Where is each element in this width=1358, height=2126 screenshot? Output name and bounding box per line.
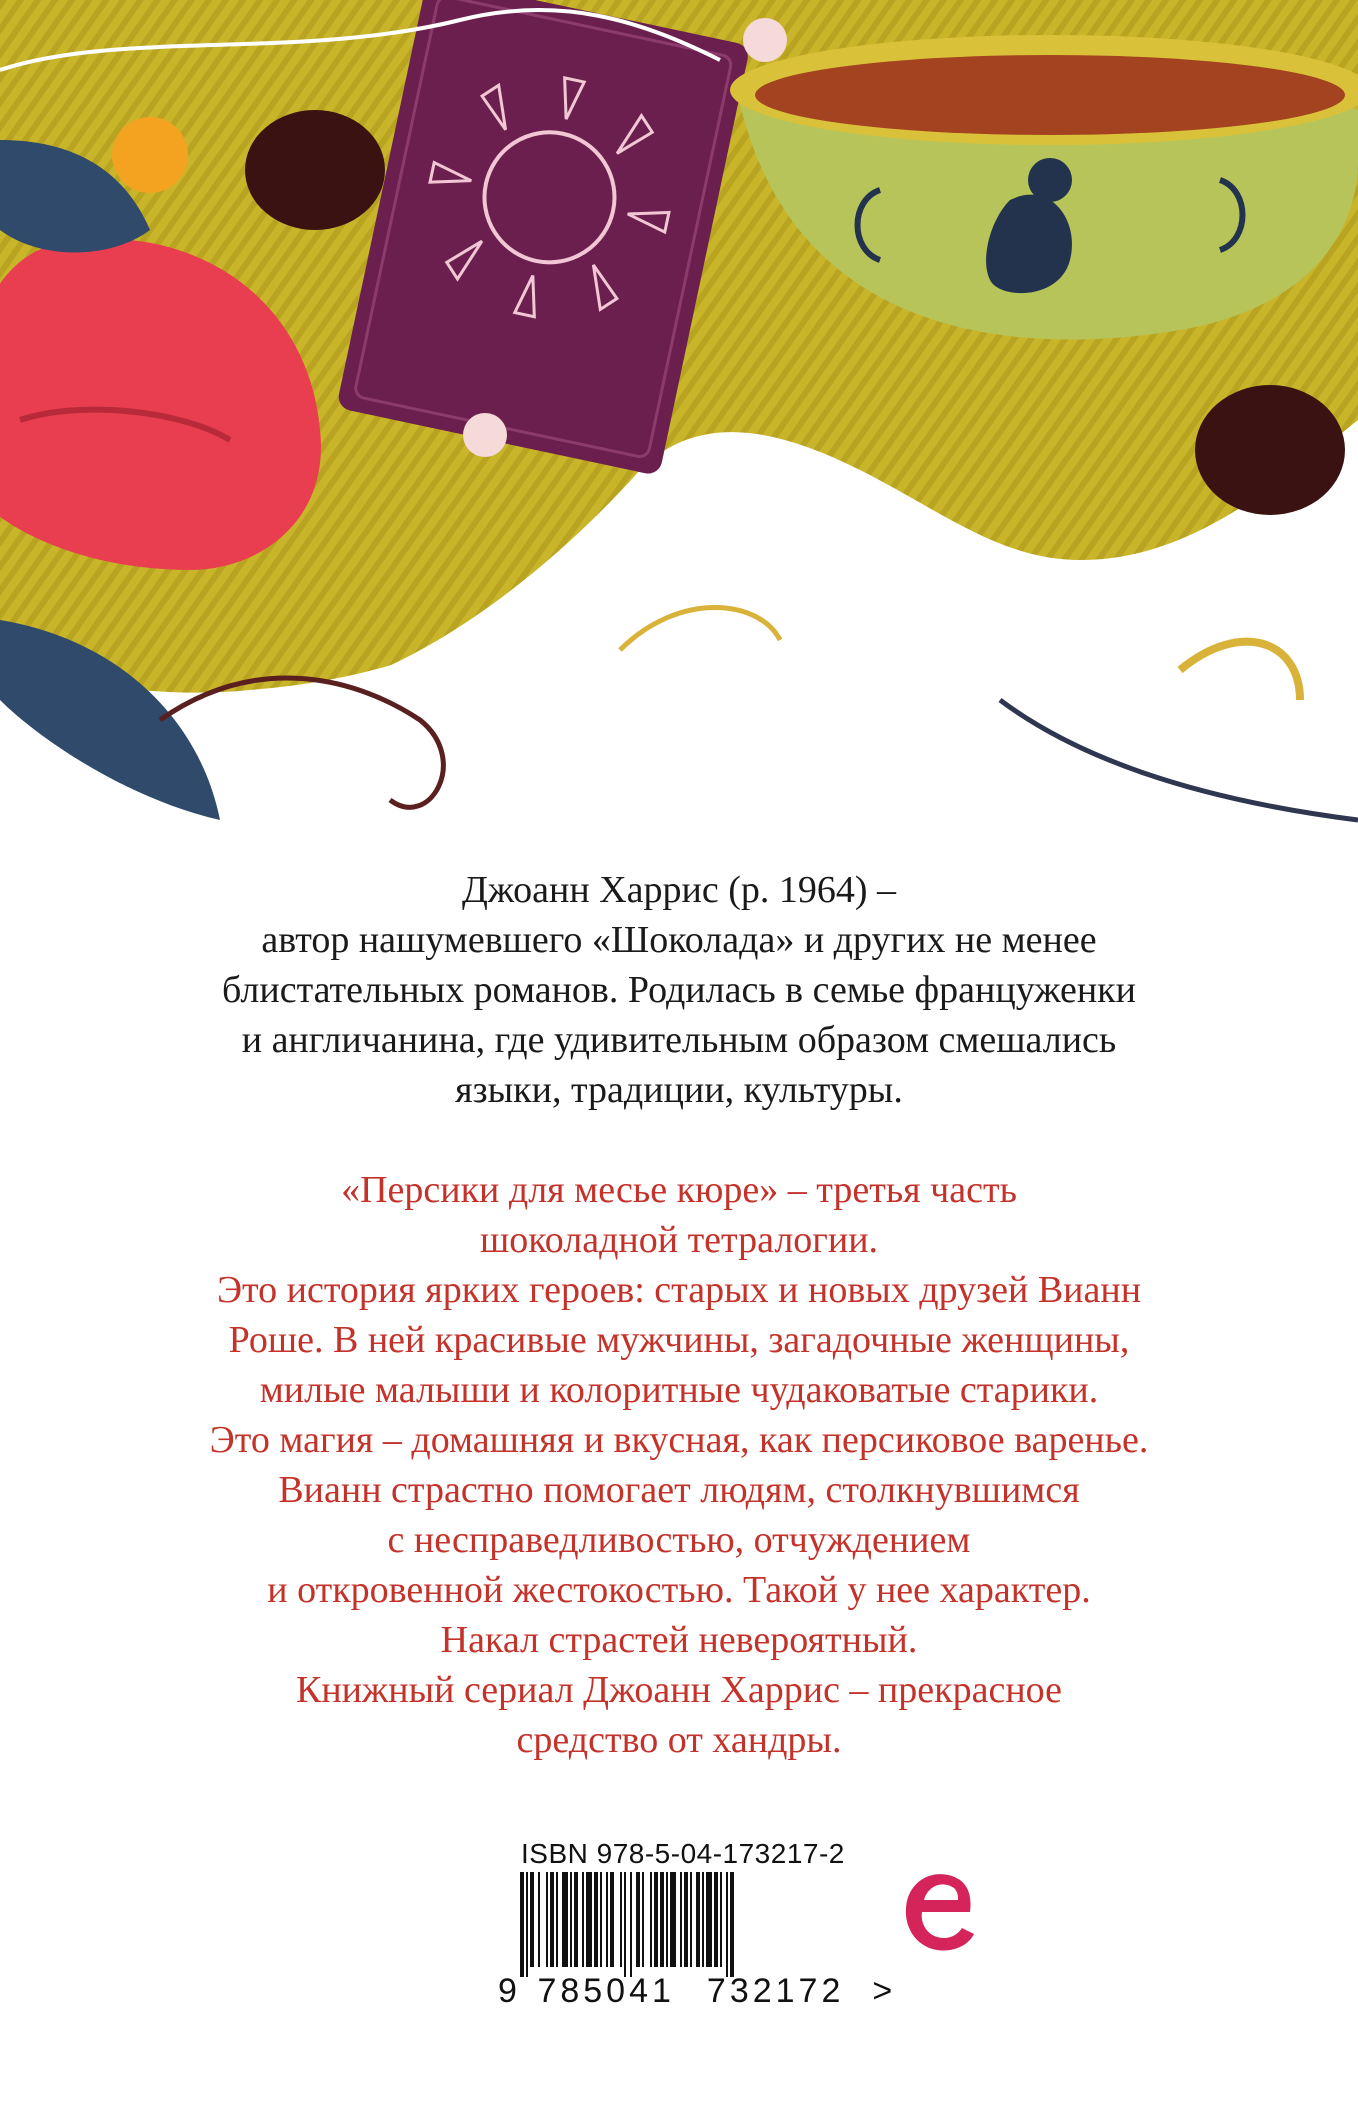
barcode-bar bbox=[610, 1872, 614, 1967]
barcode-digit-group: 785041 bbox=[537, 1972, 675, 2010]
barcode-digit-group: 732172 bbox=[706, 1972, 845, 2010]
barcode-bar bbox=[702, 1872, 704, 1967]
barcode-bar bbox=[530, 1872, 534, 1967]
description-line: средство от хандры. bbox=[516, 1719, 842, 1761]
description-line: с несправедливостью, отчуждением bbox=[387, 1519, 971, 1561]
barcode-bar bbox=[594, 1872, 598, 1967]
flower bbox=[743, 18, 787, 62]
barcode-digits bbox=[498, 1972, 892, 2011]
description-line: Роше. В ней красивые мужчины, загадочные женщины, bbox=[228, 1319, 1130, 1361]
author-bio-line: языки, традиции, культуры. bbox=[455, 1069, 903, 1111]
description-line: Книжный сериал Джоанн Харрис – прекрасное bbox=[295, 1669, 1062, 1711]
description-line: Вианн страстно помогает людям, столкнувшимся bbox=[278, 1469, 1080, 1511]
barcode-bar bbox=[714, 1872, 718, 1967]
barcode-bar bbox=[526, 1872, 528, 1977]
barcode-bar bbox=[660, 1872, 664, 1967]
barcode-bar bbox=[550, 1872, 554, 1967]
description-line: милые малыши и колоритные чудаковатые старики. bbox=[259, 1369, 1099, 1411]
flower bbox=[112, 117, 188, 193]
barcode-bar bbox=[706, 1872, 712, 1967]
author-bio-line: блистательных романов. Родилась в семье француженки bbox=[222, 969, 1136, 1011]
barcode-bar bbox=[670, 1872, 676, 1967]
barcode-bar bbox=[586, 1872, 592, 1967]
barcode-bar bbox=[562, 1872, 568, 1967]
barcode-bar bbox=[556, 1872, 558, 1967]
description-line: «Персики для месье кюре» – третья часть bbox=[341, 1169, 1017, 1211]
book-description bbox=[100, 1165, 1258, 1765]
barcode-bar bbox=[654, 1872, 658, 1967]
truffle bbox=[245, 110, 385, 230]
barcode-bar bbox=[620, 1872, 622, 1967]
cover-illustration bbox=[0, 0, 1358, 900]
description-line: Это магия – домашняя и вкусная, как персиковое варенье. bbox=[209, 1419, 1149, 1461]
barcode bbox=[520, 1872, 820, 1977]
barcode-bar bbox=[666, 1872, 668, 1967]
barcode-bar bbox=[650, 1872, 652, 1967]
flower bbox=[463, 413, 507, 457]
eksmo-logo-icon bbox=[898, 1862, 978, 1962]
barcode-bar bbox=[684, 1872, 688, 1967]
barcode-bar bbox=[538, 1872, 540, 1967]
barcode-bar bbox=[690, 1872, 692, 1967]
description-line: Это история ярких героев: старых и новых друзей Вианн bbox=[216, 1269, 1142, 1311]
barcode-bar bbox=[680, 1872, 682, 1967]
barcode-bar bbox=[582, 1872, 584, 1967]
barcode-bar bbox=[726, 1872, 728, 1977]
barcode-digit-first: 9 bbox=[498, 1972, 517, 2010]
author-bio-line: и англичанина, где удивительным образом смешались bbox=[241, 1019, 1117, 1061]
author-bio bbox=[120, 865, 1238, 1115]
barcode-bar bbox=[642, 1872, 644, 1967]
description-line: Накал страстей невероятный. bbox=[440, 1619, 918, 1661]
barcode-bar bbox=[696, 1872, 700, 1967]
barcode-bar bbox=[720, 1872, 722, 1967]
truffle bbox=[1195, 385, 1345, 515]
barcode-bar bbox=[606, 1872, 608, 1967]
isbn-label: ISBN 978-5-04-173217-2 bbox=[521, 1838, 845, 1869]
author-bio-line: Джоанн Харрис (р. 1964) – bbox=[461, 869, 897, 911]
barcode-bar bbox=[630, 1872, 632, 1977]
barcode-bar bbox=[624, 1872, 626, 1977]
description-line: и откровенной жестокостью. Такой у нее характер. bbox=[267, 1569, 1091, 1611]
barcode-bar bbox=[520, 1872, 524, 1977]
barcode-bar bbox=[574, 1872, 578, 1967]
barcode-bar bbox=[546, 1872, 548, 1967]
author-bio-line: автор нашумевшего «Шоколада» и других не менее bbox=[261, 919, 1097, 961]
description-line: шоколадной тетралогии. bbox=[479, 1219, 879, 1261]
barcode-bar bbox=[730, 1872, 734, 1977]
barcode-bar bbox=[636, 1872, 640, 1967]
barcode-bar bbox=[570, 1872, 572, 1967]
barcode-bar bbox=[600, 1872, 602, 1967]
barcode-arrow: > bbox=[872, 1972, 893, 2010]
